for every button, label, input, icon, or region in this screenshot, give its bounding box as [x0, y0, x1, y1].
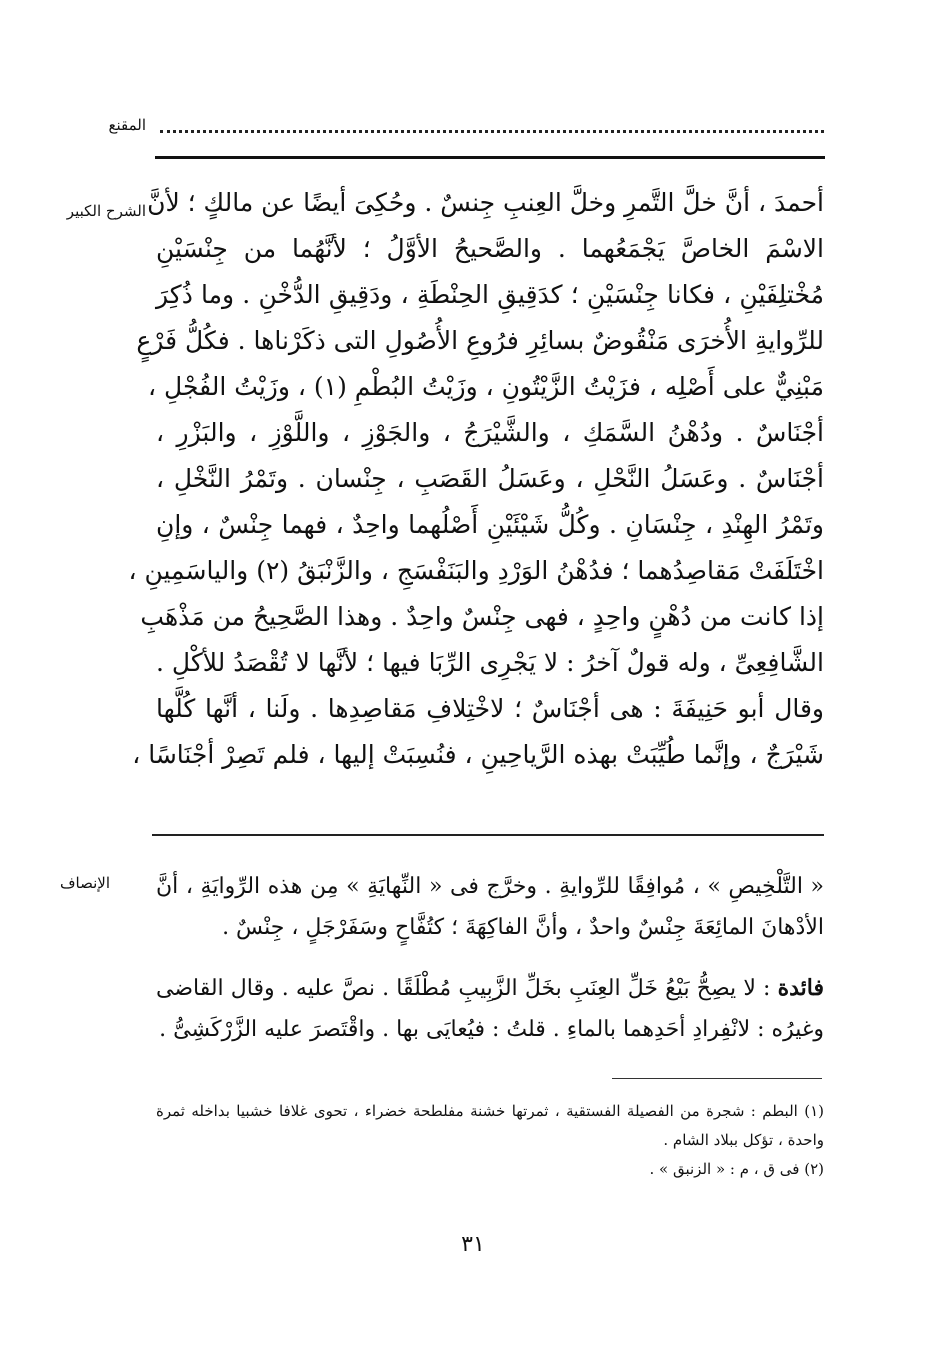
footnote-line: (١) البطم : شجرة من الفصيلة الفستقية ، ثمرتها خشنة مفلطحة خضراء ، تحوى غلافا خشبيا بداخله ثمرة [156, 1102, 824, 1120]
fayda-line [156, 968, 824, 1009]
section-divider [152, 834, 824, 836]
insaf-text-block [156, 866, 824, 948]
fayda-line-text: : لا يصِحُّ بَيْعُ خَلِّ العِنَبِ بخَلِّ الزَّبِيبِ مُطْلَقًا . نصَّ عليه . وقال القاضى [156, 976, 778, 1001]
main-line: شَيْرَجٌ ، وإنَّما طُيِّبَتْ بهذه الرَّياحِينِ ، فنُسِبَتْ إليها ، فلم تَصِرْ أجْنَاسًا ، [132, 740, 824, 769]
footnote-line: (٢) فى ق ، م : « الزنبق » . [649, 1160, 824, 1178]
fayda-keyword: فائدة [777, 975, 824, 1001]
main-line: وتَمْرُ الهِنْدِ ، جِنْسَانِ . وكُلُّ شَيْئَيْنِ أَصْلُهما واحِدٌ ، فهما جِنْسٌ ، وإنِ [156, 510, 824, 539]
footnote-line: واحدة ، تؤكل ببلاد الشام . [663, 1131, 824, 1149]
main-line: أجْنَاسٌ . ودُهْنُ السَّمَكِ ، والشَّيْرَجُ ، والجَوْزِ ، واللَّوْزِ ، والبَزْرِ ، [156, 418, 824, 447]
section-label-insaf: الإنصاف [59, 874, 110, 892]
insaf-line: الأدْهانَ المائِعَةَ جِنْسٌ واحدٌ ، وأنَّ الفاكِهَةَ ؛ كتُفَّاحٍ وسَفَرْجَلٍ ، جِنْسٌ . [222, 915, 824, 940]
main-line: للرِّوايةِ الأُخرَى مَنْقُوضٌ بسائِرِ فرُوعِ الأُصُولِ التى ذكَرْناها . فكُلُّ فَرْعٍ [136, 326, 824, 355]
header-dotted-leader [160, 113, 824, 133]
main-line: وقال أبو حَنِيفَةَ : هى أجْنَاسٌ ؛ لاخْتِلافِ مَقاصِدِها . ولَنا ، أنَّها كُلَّها [156, 694, 824, 723]
footnotes-block [156, 1097, 824, 1184]
fayda-line: وغيرُه : لانْفِرادِ أحَدِهما بالماءِ . قلتُ : فيُعايَى بها . واقْتَصرَ عليه الزَّرْكَشِىُّ . [159, 1017, 824, 1042]
main-line: أحمدَ ، أنَّ خلَّ التَّمرِ وخلَّ العِنبِ جِنسٌ . وحُكِىَ أيضًا عن مالكٍ ؛ لأنَّ [147, 188, 824, 217]
main-line: مُخْتلِفَيْنِ ، فكانا جِنْسَيْنِ ؛ كدَقِيقِ الحِنْطَةِ ، ودَقِيقِ الدُّخْنِ . وما ذُكِرَ [156, 280, 824, 309]
main-line: مَبْنِيٌّ على أَصْلِه ، فزَيْتُ الزَّيْتُونِ ، وزَيْتُ البُطْمِ (١) ، وزَيْتُ الفُجْلِ ، [148, 372, 824, 401]
main-line: الاسْمَ الخاصَّ يَجْمَعُهما . والصَّحيحُ الأوَّلُ ؛ لأنَّهُما من جِنْسَيْنِ [156, 234, 824, 263]
running-header-title: المقنع [108, 116, 146, 134]
section-label-sharh: الشرح الكبير [66, 202, 146, 220]
footnote-rule [612, 1078, 822, 1079]
main-line: اخْتَلَفَتْ مَقاصِدُهما ؛ فدُهْنُ الوَرْدِ والبَنَفْسَجِ ، والزَّنْبَقُ (٢) والياسَمِينِ ، [128, 556, 824, 585]
main-line: أجْنَاسٌ . وعَسَلُ النَّحْلِ ، وعَسَلُ القَصَبِ ، جِنْسان . وتَمْرُ النَّخْلِ ، [156, 464, 824, 493]
main-text-block [128, 180, 824, 778]
main-line: إذا كانت من دُهْنٍ واحِدٍ ، فهى جِنْسٌ واحِدٌ . وهذا الصَّحِيحُ من مَذْهَبِ [140, 602, 824, 631]
main-line: الشَّافِعِىِّ ، وله قولٌ آخرُ : لا يَجْرِى الرِّبَا فيها ؛ لأنَّها لا تُقْصَدُ للأكْلِ . [156, 648, 824, 677]
insaf-line: « التَّلْخِيصِ » ، مُوافِقًا للرِّوايةِ . وخرَّج فى « النِّهايَةِ » مِن هذه الرِّوايَةِ ، أنَّ [156, 874, 824, 899]
fayda-paragraph [156, 968, 824, 1050]
header-rule [155, 156, 825, 159]
page-number: ٣١ [461, 1232, 485, 1257]
